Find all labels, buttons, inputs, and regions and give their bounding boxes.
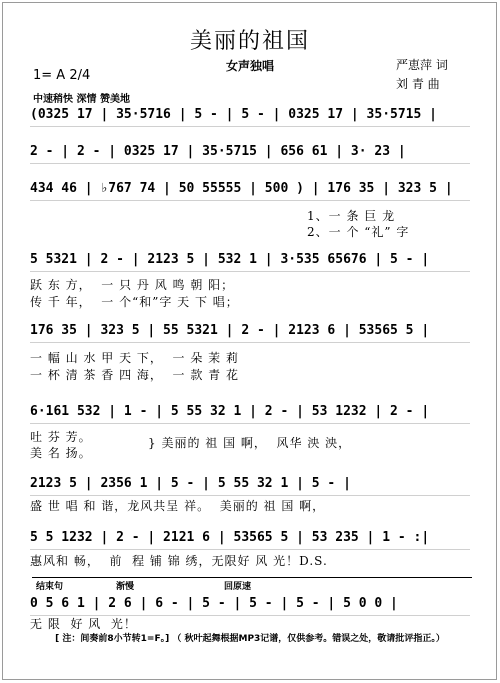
score-line: (0325 17 | 35·5716 | 5 - | 5 - | 0325 17 | 35·5715 | xyxy=(30,104,470,127)
score-line: 2 - | 2 - | 0325 17 | 35·5715 | 656 61 | 3· 23 | xyxy=(30,141,470,164)
composer-credit: 刘 青 曲 xyxy=(396,77,440,91)
score-line: 5 5321 | 2 - | 2123 5 | 532 1 | 3·535 65676 | 5 - | xyxy=(30,249,470,272)
lyric-line: 传 千 年， 一 个“和”字 天 下 唱； xyxy=(30,295,239,309)
score-line: 2123 5 | 2356 1 | 5 - | 5 55 32 1 | 5 - | xyxy=(30,473,470,496)
lyric-line: 美 名 扬。 xyxy=(30,446,92,460)
footnote: [ 注：间奏前8小节转1=F。] （ 秋叶起舞根据MP3记谱，仅供参考。错误之处，敬请批评指正。） xyxy=(55,634,445,644)
key-signature: 1= A 2/4 xyxy=(33,68,91,83)
a-tempo-marker: 回原速 xyxy=(224,582,252,592)
lyric-line: 2、一 个 “礼” 字 xyxy=(307,225,410,239)
song-title: 美丽的祖国 xyxy=(189,29,310,54)
ending-marker: 结束句 xyxy=(36,582,64,592)
tempo-marking: 中速稍快 深情 赞美地 xyxy=(33,94,130,105)
lyric-line: 一 幅 山 水 甲 天 下， 一 朵 茉 莉 xyxy=(30,351,239,365)
lyric-line: 1、一 条 巨 龙 xyxy=(307,209,396,223)
score-line: 176 35 | 323 5 | 55 5321 | 2 - | 2123 6 | 53565 5 | xyxy=(30,320,470,343)
lyric-line: 盛 世 唱 和 谐，龙风共呈 祥。 美丽的 祖 国 啊， xyxy=(30,499,326,513)
score-line: 6·161 532 | 1 - | 5 55 32 1 | 2 - | 53 1232 | 2 - | xyxy=(30,401,470,424)
song-subtitle: 女声独唱 xyxy=(225,59,274,73)
lyric-line: 惠风和 畅， 前 程 铺 锦 绣，无限好 风 光！D.S. xyxy=(30,554,328,568)
lyric-line: 一 杯 清 茶 香 四 海， 一 款 青 花 xyxy=(30,368,239,382)
lyricist-credit: 严恵萍 词 xyxy=(396,58,448,72)
rit-marker: 渐慢 xyxy=(116,582,135,592)
score-line: 0 5 6 1 | 2 6 | 6 - | 5 - | 5 - | 5 - | 5 0 0 | xyxy=(30,593,470,616)
lyric-line: 跃 东 方， 一 只 丹 风 鸣 朝 阳； xyxy=(30,278,235,292)
ending-marker-bar xyxy=(32,577,472,593)
score-line: 5 5 1232 | 2 - | 2121 6 | 53565 5 | 53 235 | 1 - :| xyxy=(30,527,470,550)
lyric-line: 无 限 好 风 光！ xyxy=(30,617,137,631)
score-line: 434 46 | ♭767 74 | 50 55555 | 500 ) | 176 35 | 323 5 | xyxy=(30,178,470,201)
lyric-line: } 美丽的 祖 国 啊， 风华 泱 泱， xyxy=(148,436,352,450)
lyric-line: 吐 芬 芳。 xyxy=(30,430,92,444)
